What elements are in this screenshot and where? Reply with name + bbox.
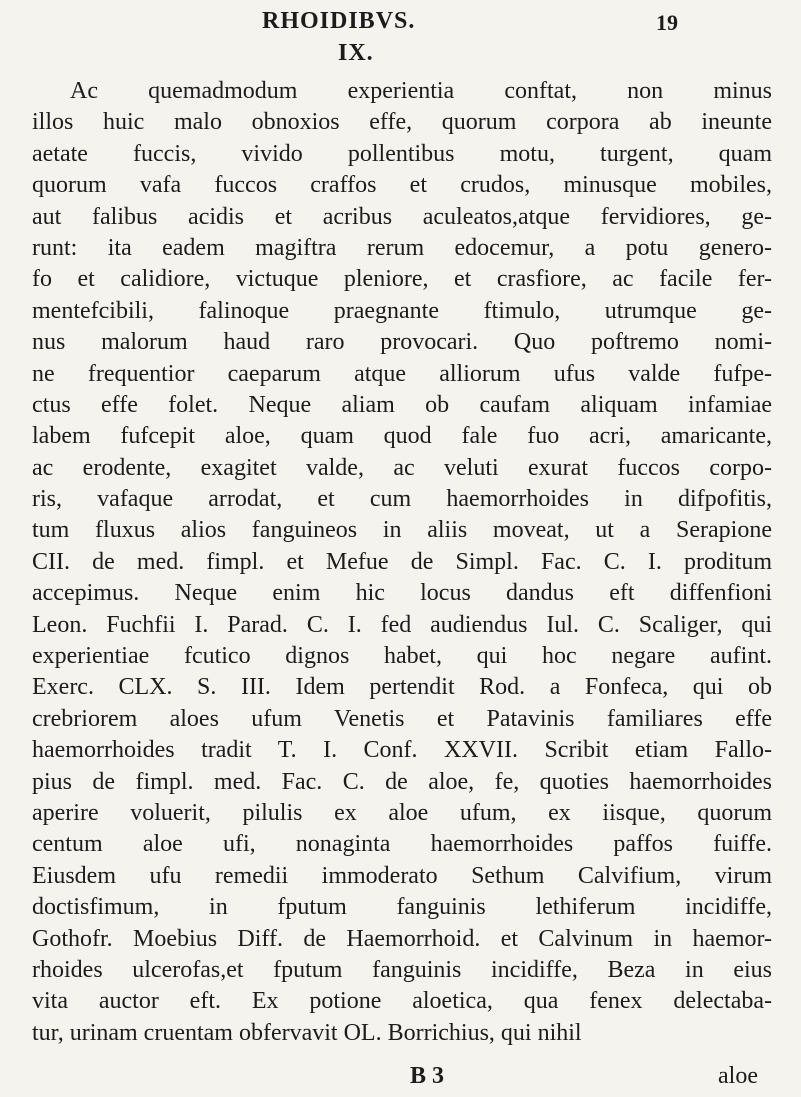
text-line: aetate fuccis, vivido pollentibus motu, turgent, quam <box>32 140 772 167</box>
text-line: CII. de med. fimpl. et Mefue de Simpl. Fac. C. I. proditum <box>32 548 772 575</box>
signature-mark: B 3 <box>410 1063 445 1089</box>
text-line: accepimus. Neque enim hic locus dandus eft diffenfioni <box>32 580 772 607</box>
text-line: quorum vafa fuccos craffos et crudos, minusque mobiles, <box>32 172 772 199</box>
text-line: tum fluxus alios fanguineos in aliis moveat, ut a Serapione <box>32 517 772 544</box>
text-line: Ac quemadmodum experientia conftat, non minus <box>70 78 772 104</box>
text-line: doctisfimum, in fputum fanguinis lethiferum incidiffe, <box>32 894 772 921</box>
text-line: illos huic malo obnoxios effe, quorum corpora ab ineunte <box>32 109 772 136</box>
page-footer <box>0 1063 801 1093</box>
text-line: ctus effe folet. Neque aliam ob caufam aliquam infamiae <box>32 391 772 418</box>
text-line: Gothofr. Moebius Diff. de Haemorrhoid. et Calvinum in haemor- <box>32 925 772 952</box>
text-line: Leon. Fuchfii I. Parad. C. I. fed audiendus Iul. C. Scaliger, qui <box>32 611 772 638</box>
text-line: pius de fimpl. med. Fac. C. de aloe, fe, quoties haemorrhoides <box>32 768 772 795</box>
text-line: crebriorem aloes ufum Venetis et Patavinis familiares effe <box>32 705 772 732</box>
text-line: mentefcibili, falinoque praegnante ftimulo, utrumque ge- <box>32 297 772 324</box>
text-line: runt: ita eadem magiftra rerum edocemur, a potu genero- <box>32 234 772 261</box>
text-line: aperire voluerit, pilulis ex aloe ufum, ex iisque, quorum <box>32 799 772 826</box>
text-line: rhoides ulcerofas,et fputum fanguinis incidiffe, Beza in eius <box>32 956 772 983</box>
text-line: centum aloe ufi, nonaginta haemorrhoides paffos fuiffe. <box>32 831 772 858</box>
running-head <box>0 8 801 36</box>
text-line: labem fufcepit aloe, quam quod fale fuo acri, amaricante, <box>32 423 772 450</box>
text-line: nus malorum haud raro provocari. Quo poftremo nomi- <box>32 329 772 356</box>
text-line: Exerc. CLX. S. III. Idem pertendit Rod. a Fonfeca, qui ob <box>32 674 772 701</box>
catchword: aloe <box>718 1063 758 1089</box>
text-line: ne frequentior caeparum atque alliorum ufus valde fufpe- <box>32 360 772 387</box>
body-text <box>32 76 772 1049</box>
text-line: haemorrhoides tradit T. I. Conf. XXVII. Scribit etiam Fallo- <box>32 737 772 764</box>
text-line: ac erodente, exagitet valde, ac veluti exurat fuccos corpo- <box>32 454 772 481</box>
text-line: fo et calidiore, victuque pleniore, et crasfiore, ac facile fer- <box>32 266 772 293</box>
running-title: RHOIDIBVS. <box>262 8 416 34</box>
section-number: IX. <box>338 40 374 66</box>
text-line: aut falibus acidis et acribus aculeatos,atque fervidiores, ge- <box>32 203 772 230</box>
text-line: vita auctor eft. Ex potione aloetica, qua fenex delectaba- <box>32 988 772 1015</box>
text-line: experientiae fcutico dignos habet, qui hoc negare aufint. <box>32 643 772 670</box>
text-line: Eiusdem ufu remedii immoderato Sethum Calvifium, virum <box>32 862 772 889</box>
text-line: tur, urinam cruentam obfervavit OL. Borrichius, qui nihil <box>32 1019 582 1046</box>
page-number: 19 <box>656 10 678 35</box>
text-line: ris, vafaque arrodat, et cum haemorrhoides in difpofitis, <box>32 486 772 513</box>
